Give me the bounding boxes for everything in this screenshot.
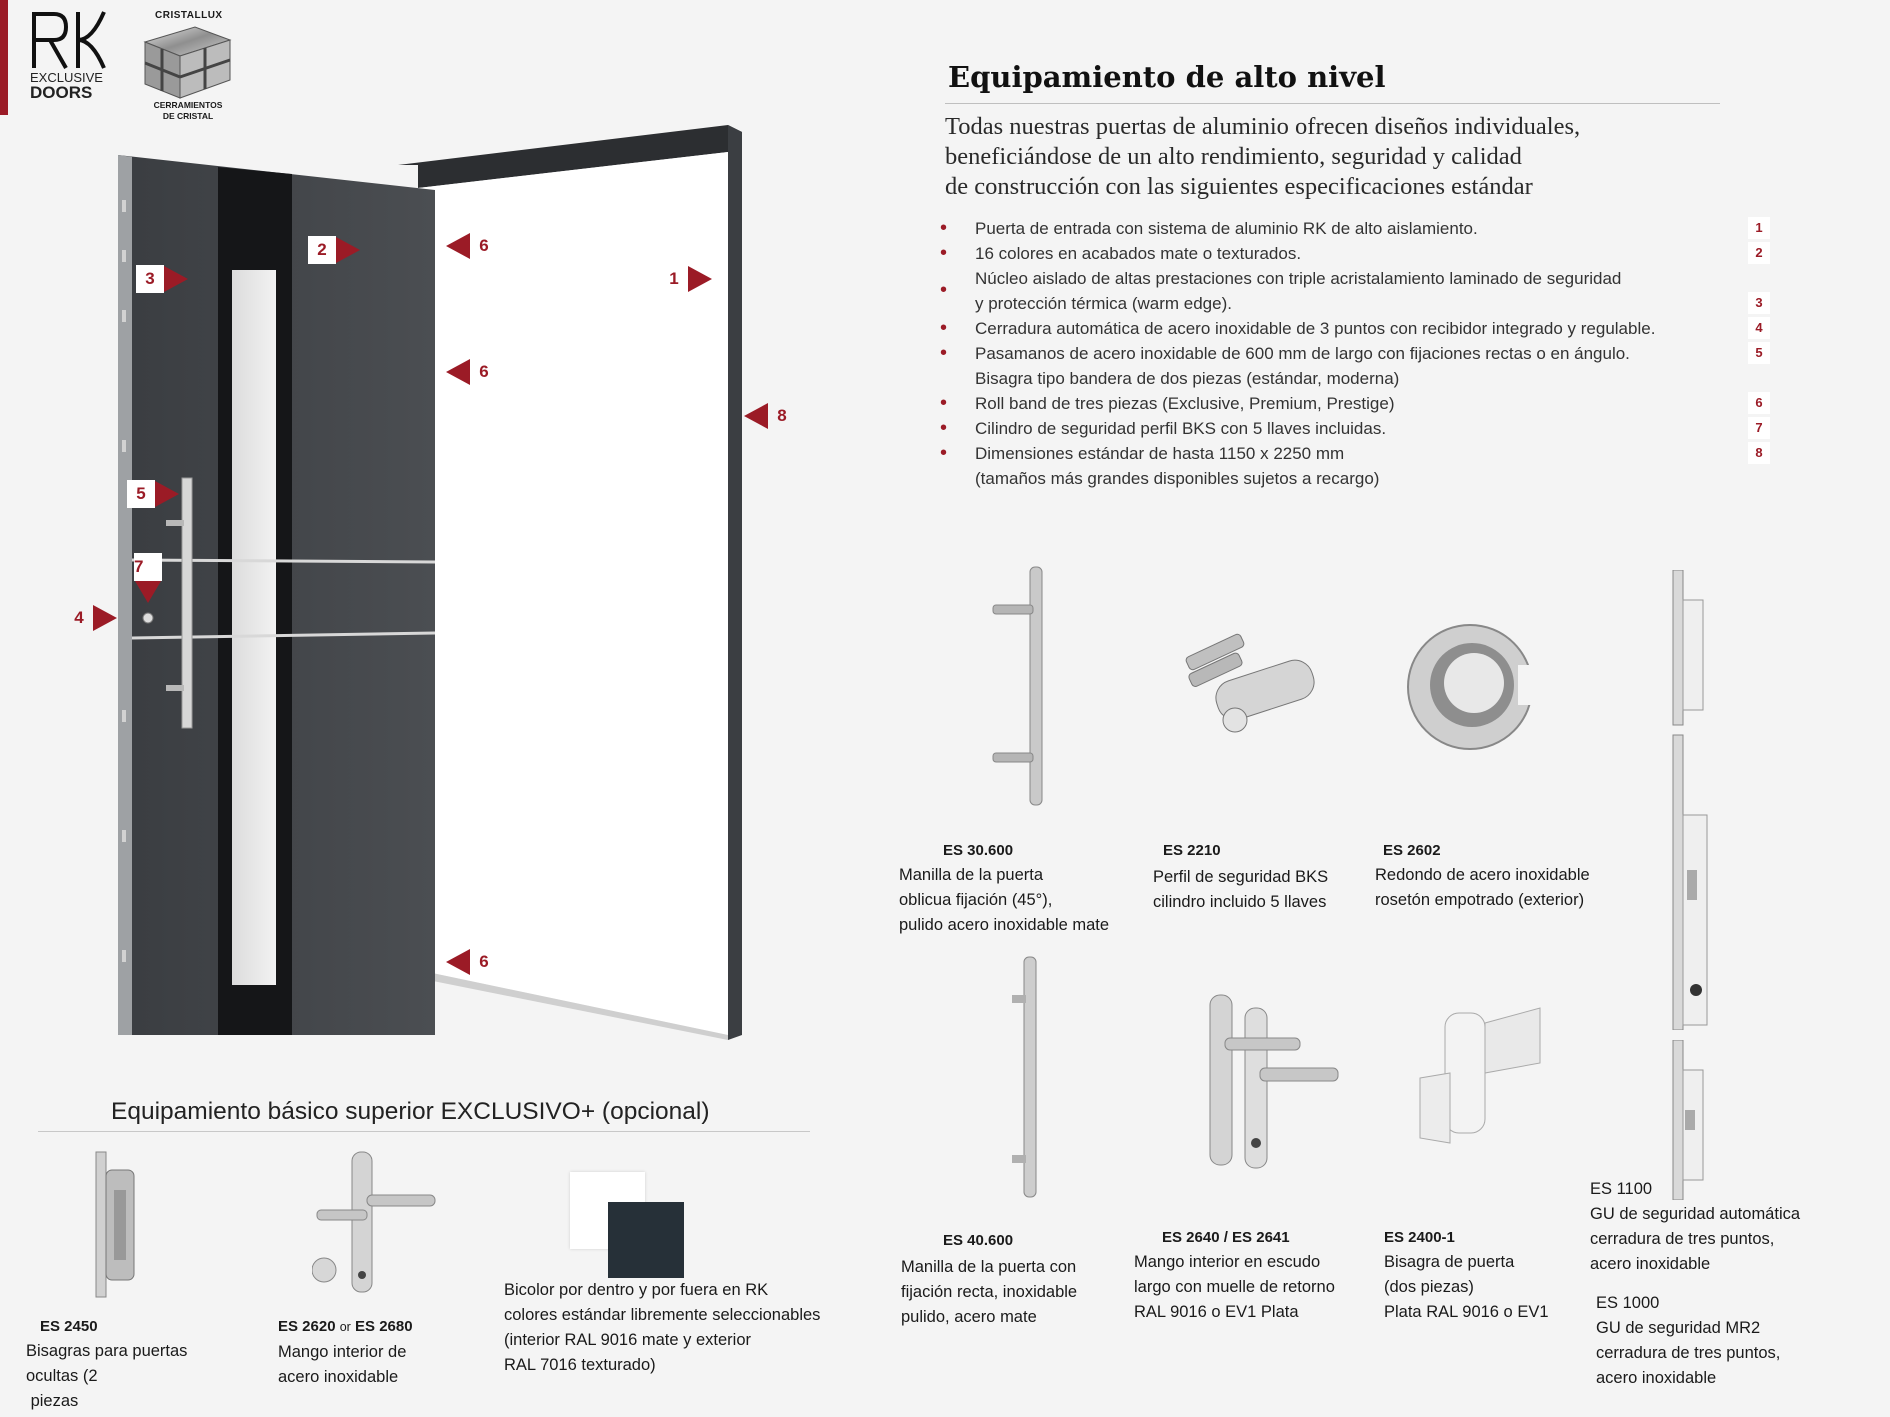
door-callout-5	[127, 480, 179, 508]
callout-number: 6	[479, 952, 489, 971]
spec-item	[940, 266, 1770, 316]
spec-item	[940, 341, 1770, 391]
product-desc: pulido acero inoxidable mate	[899, 916, 1110, 934]
product-desc: Mango interior de	[278, 1343, 407, 1361]
window-profile-icon	[135, 22, 235, 100]
two-piece-hinge-image	[1415, 1003, 1545, 1148]
bicolor-desc: (interior RAL 9016 mate y exterior	[504, 1331, 751, 1349]
bullet-icon: •	[940, 242, 948, 264]
optional-section-title: Equipamiento básico superior EXCLUSIVO+ (opcional)	[111, 1098, 710, 1125]
spec-text: Bisagra tipo bandera de dos piezas (estándar, moderna)	[975, 369, 1400, 388]
spec-item	[940, 316, 1770, 341]
callout-number: 1	[660, 265, 688, 293]
partner-line1: CERRAMIENTOS	[153, 100, 223, 110]
partner-line2: DE CRISTAL	[162, 111, 214, 121]
bullet-icon: •	[940, 217, 948, 239]
product-desc: (dos piezas)	[1384, 1278, 1474, 1296]
bicolor-desc: colores estándar libremente seleccionables	[504, 1306, 821, 1324]
rk-logo-text	[30, 70, 120, 100]
callout-number: 2	[308, 236, 336, 264]
straight-pull-handle-image	[1010, 955, 1050, 1200]
spec-item	[940, 241, 1770, 266]
bullet-icon: •	[940, 417, 948, 439]
spec-text: Núcleo aislado de altas prestaciones con triple acristalamiento laminado de seguridad	[975, 269, 1622, 288]
arrow-down-icon	[135, 581, 161, 603]
bullet-icon: •	[940, 392, 948, 414]
product-code: ES 2620	[278, 1318, 336, 1335]
page-title: Equipamiento de alto nivel	[948, 60, 1386, 94]
product-desc: cerradura de tres puntos,	[1590, 1230, 1775, 1248]
spec-text: y protección térmica (warm edge).	[975, 294, 1232, 313]
product-es1000	[1596, 1291, 1780, 1391]
product-desc: rosetón empotrado (exterior)	[1375, 891, 1585, 909]
door-callout-4	[65, 604, 117, 632]
callout-number: 3	[136, 265, 164, 293]
optional-section-divider	[38, 1131, 810, 1132]
spec-text: Puerta de entrada con sistema de aluminio RK de alto aislamiento.	[975, 219, 1478, 238]
door-illustration	[0, 110, 780, 1060]
lever-handle-escutcheon-image	[1205, 993, 1340, 1173]
product-desc: Plata RAL 9016 o EV1	[1384, 1303, 1549, 1321]
arrow-right-icon	[336, 237, 360, 263]
product-es2602	[1375, 838, 1590, 913]
product-es2620	[278, 1314, 413, 1390]
intro-line: beneficiándose de un alto rendimiento, seguridad y calidad	[945, 143, 1522, 170]
bullet-icon: •	[940, 442, 948, 464]
bullet-icon: •	[940, 279, 948, 301]
spec-item	[940, 216, 1770, 241]
product-desc: largo con muelle de retorno	[1134, 1278, 1335, 1296]
color-swatch-outside	[608, 1202, 684, 1278]
intro-line: de construcción con las siguientes especificaciones estándar	[945, 173, 1533, 200]
arrow-right-icon	[93, 605, 117, 631]
spec-item	[940, 441, 1770, 491]
spec-number: 2	[1748, 242, 1770, 264]
arrow-left-icon	[446, 949, 470, 975]
spec-text: Cilindro de seguridad perfil BKS con 5 llaves incluidas.	[975, 419, 1387, 438]
product-code: ES 2450	[40, 1318, 98, 1335]
door-callout-6a	[446, 232, 498, 260]
product-desc: Bisagras para puertas	[26, 1342, 188, 1360]
spec-item	[940, 416, 1770, 441]
product-code: ES 2602	[1383, 842, 1441, 859]
concealed-hinge-image	[88, 1150, 143, 1300]
product-desc: fijación recta, inoxidable	[901, 1283, 1078, 1301]
spec-text: (tamaños más grandes disponibles sujetos a recargo)	[975, 469, 1380, 488]
door-callout-6c	[446, 948, 498, 976]
arrow-left-icon	[744, 403, 768, 429]
product-desc: GU de seguridad MR2	[1596, 1319, 1761, 1337]
partner-logo-title: CRISTALLUX	[155, 10, 223, 21]
spec-number: 3	[1748, 292, 1770, 314]
product-es2450	[26, 1314, 187, 1414]
product-es2210	[1153, 838, 1328, 915]
title-divider	[945, 103, 1720, 104]
product-desc: Manilla de la puerta con	[901, 1258, 1077, 1276]
lock-keeper-strip-image	[1663, 1040, 1708, 1200]
multipoint-lock-strip-image	[1663, 570, 1708, 1030]
product-es2640	[1134, 1225, 1335, 1325]
product-es30600	[899, 838, 1109, 938]
product-desc: GU de seguridad automática	[1590, 1205, 1801, 1223]
door-callout-1	[660, 265, 712, 293]
arrow-right-icon	[164, 266, 188, 292]
product-desc: acero inoxidable	[1596, 1369, 1717, 1387]
product-desc: acero inoxidable	[278, 1368, 399, 1386]
bullet-icon: •	[940, 317, 948, 339]
spec-text: Cerradura automática de acero inoxidable de 3 puntos con recibidor integrado y regulable.	[975, 319, 1656, 338]
arrow-right-icon	[688, 266, 712, 292]
product-code: ES 2640 / ES 2641	[1162, 1229, 1290, 1246]
product-desc: acero inoxidable	[1590, 1255, 1711, 1273]
product-code-group	[278, 1314, 413, 1340]
logo-line2: DOORS	[30, 83, 93, 102]
callout-number: 6	[479, 362, 489, 381]
product-code: ES 2680	[355, 1318, 413, 1335]
rk-logo-mark	[30, 10, 110, 70]
callout-number: 7	[134, 553, 162, 581]
product-es2400	[1384, 1225, 1549, 1325]
spec-text: 16 colores en acabados mate o texturados.	[975, 244, 1302, 263]
product-desc: cilindro incluido 5 llaves	[1153, 893, 1327, 911]
product-code: ES 1000	[1596, 1294, 1660, 1312]
callout-number: 5	[127, 480, 155, 508]
callout-number: 8	[777, 406, 787, 425]
cylinder-lock-keys-image	[1180, 625, 1330, 755]
product-es1100	[1590, 1177, 1800, 1277]
intro-line: Todas nuestras puertas de aluminio ofrecen diseños individuales,	[945, 113, 1581, 140]
product-desc: oblicua fijación (45°),	[899, 891, 1053, 909]
spec-number: 8	[1748, 442, 1770, 464]
bicolor-desc: Bicolor por dentro y por fuera en RK	[504, 1281, 769, 1299]
product-code: ES 2210	[1163, 842, 1221, 859]
spec-number: 6	[1748, 392, 1770, 414]
product-desc: Bisagra de puerta	[1384, 1253, 1515, 1271]
spec-list	[940, 216, 1770, 491]
product-desc: cerradura de tres puntos,	[1596, 1344, 1781, 1362]
angled-pull-handle-image	[985, 565, 1055, 810]
or-word: or	[339, 1320, 351, 1334]
callout-number: 6	[479, 236, 489, 255]
door-callout-8	[744, 402, 796, 430]
product-desc: ocultas (2	[26, 1367, 98, 1385]
product-desc: pulido, acero mate	[901, 1308, 1037, 1326]
arrow-right-icon	[155, 481, 179, 507]
product-desc: Perfil de seguridad BKS	[1153, 868, 1329, 886]
bullet-icon: •	[940, 342, 948, 364]
spec-number: 7	[1748, 417, 1770, 439]
spec-item	[940, 391, 1770, 416]
product-code: ES 40.600	[943, 1232, 1014, 1249]
product-desc: Mango interior en escudo	[1134, 1253, 1321, 1271]
recessed-rosette-image	[1400, 615, 1545, 760]
arrow-left-icon	[446, 359, 470, 385]
interior-lever-handle-image	[312, 1150, 437, 1300]
spec-number: 5	[1748, 342, 1770, 364]
product-desc: RAL 9016 o EV1 Plata	[1134, 1303, 1299, 1321]
spec-text: Roll band de tres piezas (Exclusive, Premium, Prestige)	[975, 394, 1395, 413]
spec-number: 1	[1748, 217, 1770, 239]
logo-line1: EXCLUSIVE	[30, 70, 103, 85]
door-callout-6b	[446, 358, 498, 386]
product-es40600	[901, 1228, 1077, 1330]
product-desc: Redondo de acero inoxidable	[1375, 866, 1590, 884]
callout-number: 4	[74, 608, 84, 627]
bicolor-desc: RAL 7016 texturado)	[504, 1356, 656, 1374]
product-code: ES 2400-1	[1384, 1229, 1455, 1246]
door-callout-7	[134, 553, 162, 603]
door-callout-3	[136, 265, 188, 293]
product-desc: Manilla de la puerta	[899, 866, 1044, 884]
product-desc: piezas	[26, 1392, 79, 1410]
intro-paragraph	[945, 112, 1745, 202]
door-callout-2	[308, 236, 360, 264]
spec-text: Pasamanos de acero inoxidable de 600 mm de largo con fijaciones rectas o en ángulo.	[975, 344, 1630, 363]
arrow-left-icon	[446, 233, 470, 259]
spec-text: Dimensiones estándar de hasta 1150 x 2250 mm	[975, 444, 1345, 463]
brand-accent-bar	[0, 0, 8, 115]
bicolor-option	[504, 1278, 820, 1378]
product-code: ES 1100	[1590, 1180, 1653, 1198]
spec-number: 4	[1748, 317, 1770, 339]
product-code: ES 30.600	[943, 842, 1014, 859]
